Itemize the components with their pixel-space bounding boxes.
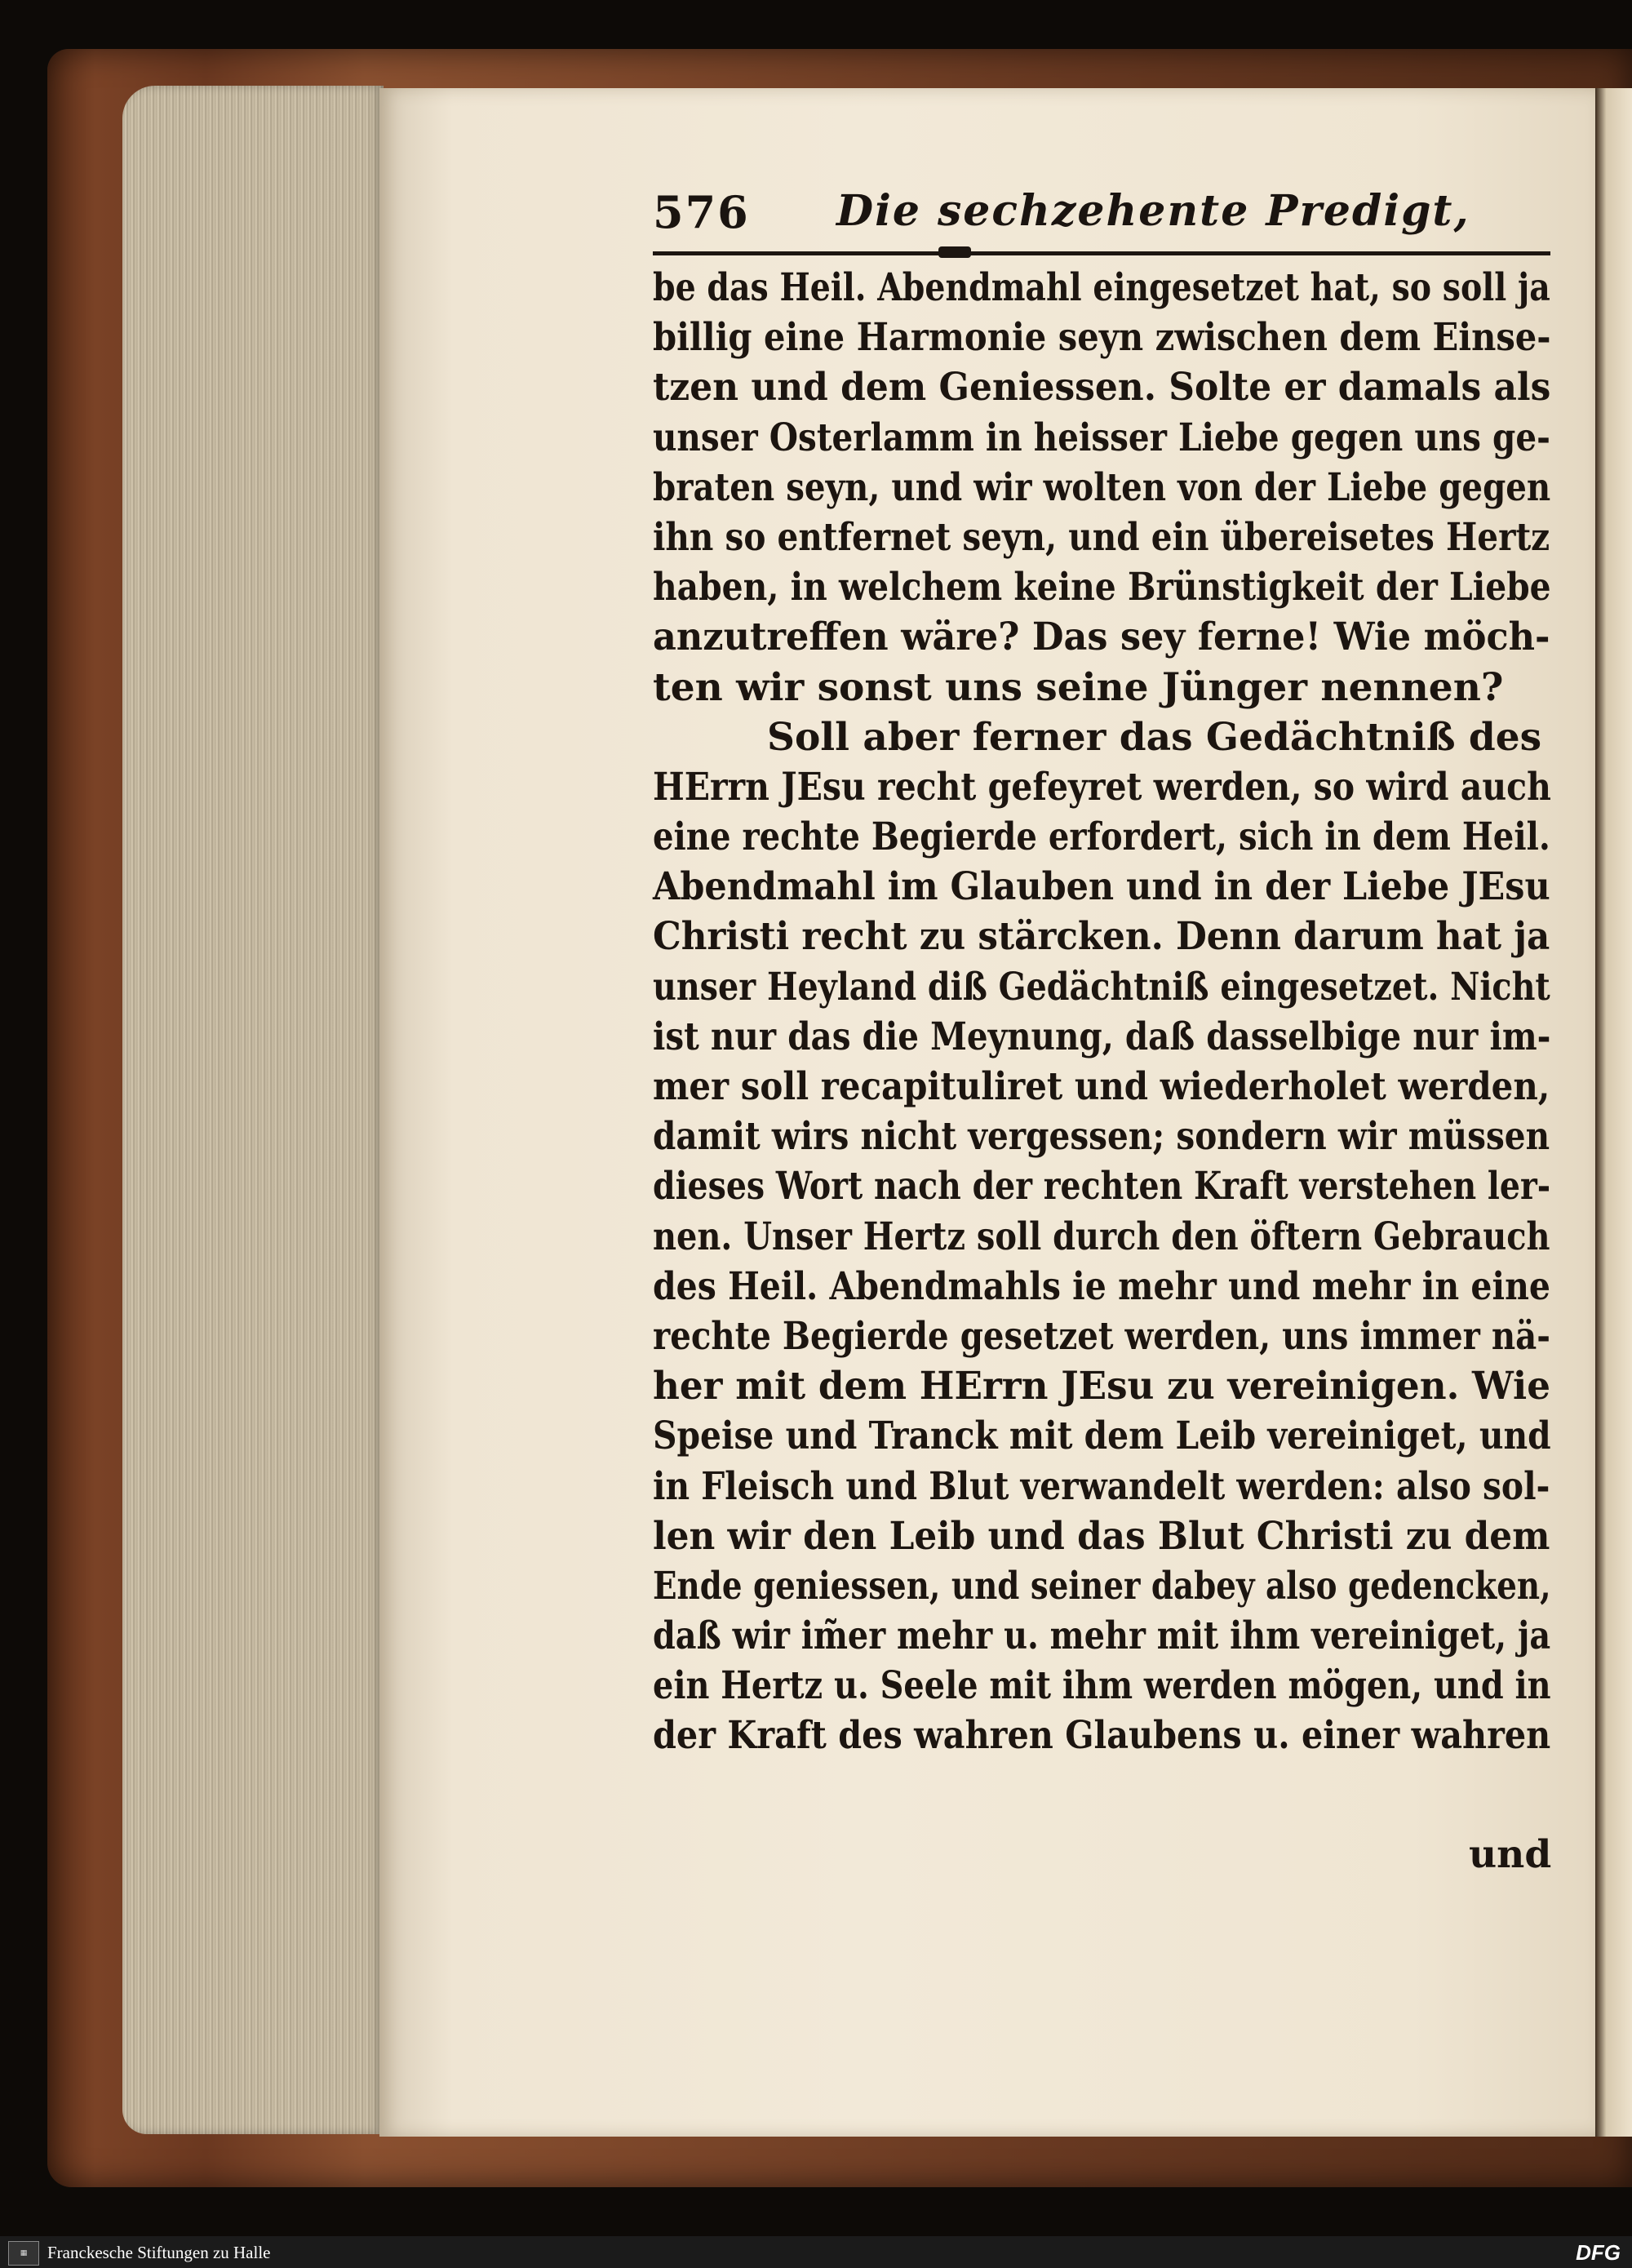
text-line: in Fleisch und Blut verwandelt werden: also sol- [653,1463,1550,1509]
text-line: Speise und Tranck mit dem Leib vereiniget, und [653,1414,1551,1459]
text-line: len wir den Leib und das Blut Christi zu dem [653,1513,1550,1559]
text-line: unser Osterlamm in heisser Liebe gegen uns ge- [653,415,1550,460]
page-edges [122,86,384,2134]
text-line: HErrn JEsu recht gefeyret werden, so wird auch [653,764,1551,810]
text-line: Ende geniessen, und seiner dabey also gedencken, [653,1563,1551,1609]
header-rule [653,251,1550,255]
text-line: unser Heyland diß Gedächtniß eingesetzet. Nicht [653,964,1550,1010]
facing-page-edge [1595,88,1632,2137]
body-text [653,263,1550,1761]
text-line: ein Hertz u. Seele mit ihm werden mögen, und in [653,1663,1551,1709]
text-line: rechte Begierde gesetzet werden, uns immer nä- [653,1313,1550,1359]
text-line: daß wir im̃er mehr u. mehr mit ihm vereiniget, ja [653,1613,1551,1659]
text-line: her mit dem HErrn JEsu zu vereinigen. Wie [653,1364,1550,1409]
catchword: und [1469,1832,1552,1877]
text-line: nen. Unser Hertz soll durch den öftern Gebrauch [653,1214,1550,1259]
institution-logo-icon: ▦ [8,2241,39,2266]
text-line: Abendmahl im Glauben und in der Liebe JEsu [653,864,1550,910]
header-rule-ornament [938,246,971,258]
institution-name: Franckesche Stiftungen zu Halle [47,2243,271,2262]
text-line: be das Heil. Abendmahl eingesetzet hat, so soll ja [653,265,1550,310]
text-line: ihn so entfernet seyn, und ein übereisetes Hertz [653,514,1550,560]
text-line: ten wir sonst uns seine Jünger nennen? [653,664,1504,710]
text-line: billig eine Harmonie seyn zwischen dem Einse- [653,315,1551,361]
text-line: Soll aber ferner das Gedächtniß des [767,714,1542,760]
text-line: des Heil. Abendmahls ie mehr und mehr in eine [653,1263,1550,1309]
text-line: der Kraft des wahren Glaubens u. einer wahren [653,1713,1551,1759]
dfg-badge: DFG [1576,2240,1621,2265]
page-number: 576 [653,186,750,238]
running-title: Die sechzehente Predigt, [836,186,1470,236]
text-line: anzutreffen wäre? Das sey ferne! Wie möch- [653,615,1550,660]
text-line: braten seyn, und wir wolten von der Liebe gegen [653,464,1551,510]
text-line: Christi recht zu stärcken. Denn darum hat ja [653,914,1550,960]
text-line: damit wirs nicht vergessen; sondern wir müssen [653,1114,1550,1160]
text-line: ist nur das die Meynung, daß dasselbige nur im- [653,1014,1551,1059]
text-line: dieses Wort nach der rechten Kraft verstehen ler- [653,1164,1551,1209]
text-line: mer soll recapituliret und wiederholet werden, [653,1064,1550,1109]
text-line: haben, in welchem keine Brünstigkeit der Liebe [653,565,1551,610]
viewer-footer [0,2236,1632,2268]
text-line: tzen und dem Geniessen. Solte er damals als [653,365,1551,411]
page-header [653,186,1550,251]
text-line: eine rechte Begierde erfordert, sich in dem Heil. [653,814,1550,860]
